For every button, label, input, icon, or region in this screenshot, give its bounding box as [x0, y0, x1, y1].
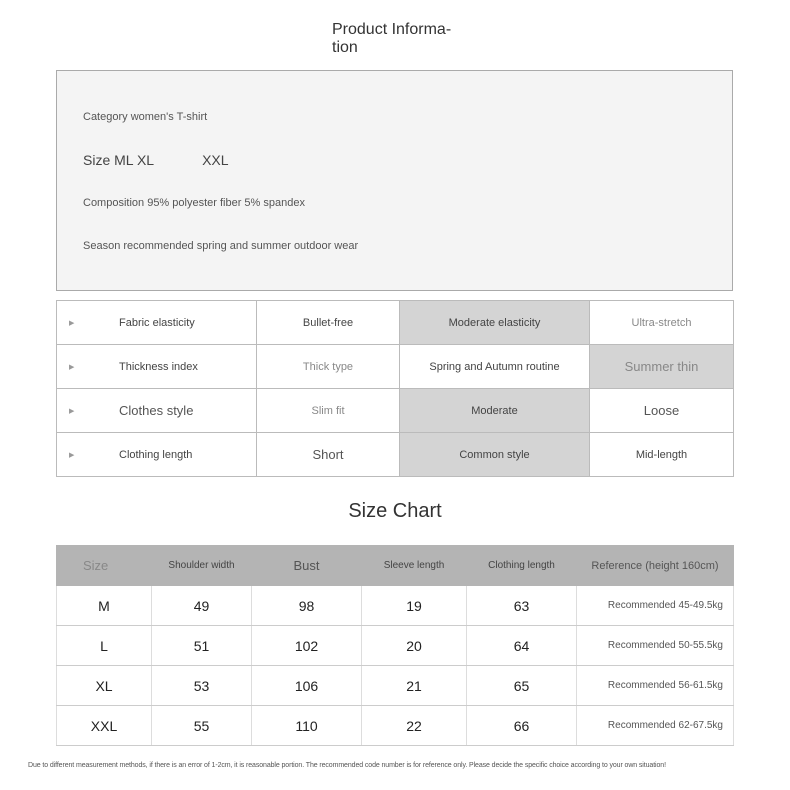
attribute-option-selected: Moderate elasticity — [400, 301, 590, 345]
attribute-option: Slim fit — [257, 389, 400, 433]
cell-bust: 98 — [252, 586, 362, 626]
composition-text: Composition 95% polyester fiber 5% spandex — [83, 197, 305, 209]
attribute-option: Short — [257, 433, 400, 477]
attribute-option: Ultra-stretch — [590, 301, 734, 345]
size-chart-header-row — [57, 546, 734, 586]
attribute-row-thickness — [57, 345, 734, 389]
attribute-option-selected: Summer thin — [590, 345, 734, 389]
cell-size: XXL — [57, 706, 152, 746]
cell-shoulder: 49 — [152, 586, 252, 626]
cell-bust: 110 — [252, 706, 362, 746]
header-reference: Reference (height 160cm) — [577, 546, 734, 586]
size-prefix: Size ML XL — [83, 152, 155, 168]
table-row — [57, 626, 734, 666]
cell-length: 65 — [467, 666, 577, 706]
season-text: Season recommended spring and summer outdoor wear — [83, 240, 359, 252]
size-text — [83, 152, 229, 168]
cell-sleeve: 19 — [362, 586, 467, 626]
triangle-right-icon: ▶ — [69, 451, 75, 459]
cell-reference: Recommended 62-67.5kg — [577, 706, 734, 746]
attribute-table — [56, 300, 734, 477]
cell-reference: Recommended 45-49.5kg — [577, 586, 734, 626]
cell-length: 64 — [467, 626, 577, 666]
cell-sleeve: 22 — [362, 706, 467, 746]
cell-bust: 102 — [252, 626, 362, 666]
cell-size: XL — [57, 666, 152, 706]
header-shoulder-width: Shoulder width — [152, 546, 252, 586]
product-info-title-line1: Product Informa- — [332, 21, 452, 38]
cell-shoulder: 53 — [152, 666, 252, 706]
attribute-option: Thick type — [257, 345, 400, 389]
table-row — [57, 666, 734, 706]
attribute-option-selected: Common style — [400, 433, 590, 477]
attribute-option: Spring and Autumn routine — [400, 345, 590, 389]
measurement-footnote: Due to different measurement methods, if there is an error of 1-2cm, it is reasonable portion. The recommended code number is for reference only. Please decide the specific choice according to your own situation! — [28, 762, 666, 769]
cell-reference: Recommended 56-61.5kg — [577, 666, 734, 706]
product-info-title-line2: tion — [332, 39, 358, 56]
size-xxl: XXL — [202, 152, 229, 168]
attribute-row-style — [57, 389, 734, 433]
attribute-label: ▶ Clothing length — [57, 433, 257, 477]
cell-bust: 106 — [252, 666, 362, 706]
cell-reference: Recommended 50-55.5kg — [577, 626, 734, 666]
triangle-right-icon: ▶ — [69, 363, 75, 371]
table-row — [57, 706, 734, 746]
cell-length: 63 — [467, 586, 577, 626]
attribute-option: Bullet-free — [257, 301, 400, 345]
triangle-right-icon: ▶ — [69, 407, 75, 415]
header-sleeve-length: Sleeve length — [362, 546, 467, 586]
header-size: Size — [57, 546, 152, 586]
attribute-row-length — [57, 433, 734, 477]
attribute-row-elasticity — [57, 301, 734, 345]
size-chart-table — [56, 545, 734, 746]
size-chart-title: Size Chart — [348, 500, 442, 522]
cell-shoulder: 55 — [152, 706, 252, 746]
table-row — [57, 586, 734, 626]
attribute-label: ▶ Clothes style — [57, 389, 257, 433]
triangle-right-icon: ▶ — [69, 319, 75, 327]
header-clothing-length: Clothing length — [467, 546, 577, 586]
attribute-option: Mid-length — [590, 433, 734, 477]
category-text: Category women's T-shirt — [83, 111, 208, 123]
header-bust: Bust — [252, 546, 362, 586]
cell-length: 66 — [467, 706, 577, 746]
cell-sleeve: 21 — [362, 666, 467, 706]
cell-sleeve: 20 — [362, 626, 467, 666]
attribute-label: ▶ Fabric elasticity — [57, 301, 257, 345]
attribute-option: Loose — [590, 389, 734, 433]
product-info-title — [332, 21, 472, 57]
cell-shoulder: 51 — [152, 626, 252, 666]
attribute-option-selected: Moderate — [400, 389, 590, 433]
product-info-box — [56, 70, 733, 291]
cell-size: L — [57, 626, 152, 666]
attribute-label: ▶ Thickness index — [57, 345, 257, 389]
cell-size: M — [57, 586, 152, 626]
